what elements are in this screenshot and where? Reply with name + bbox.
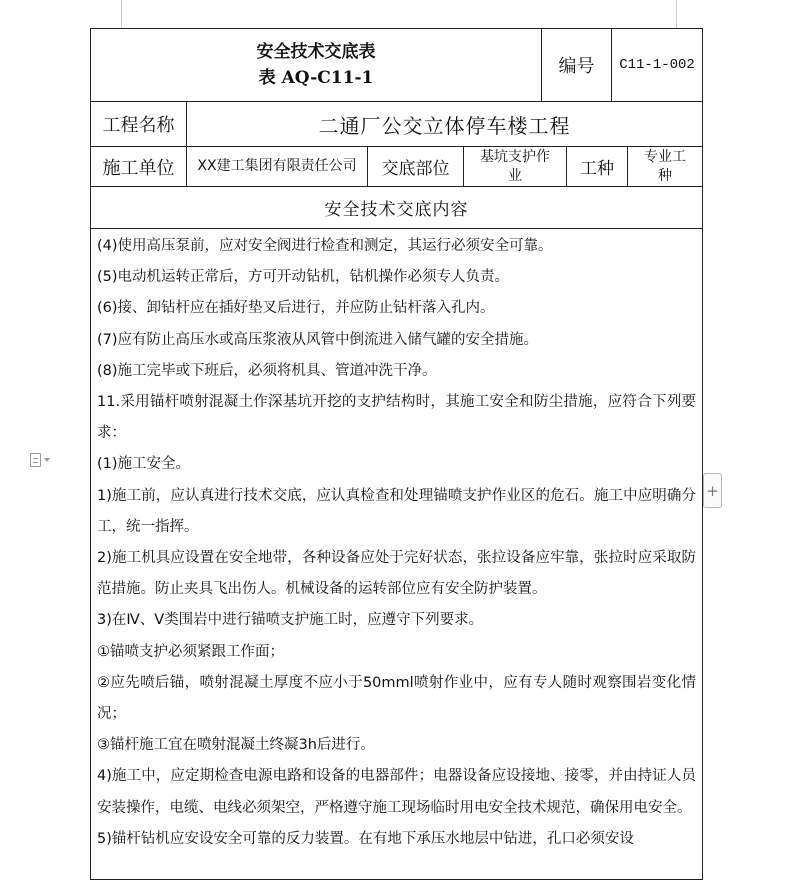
content-line: 2)施工机具应设置在安全地带，各种设备应处于完好状态，张拉设备应牢靠，张拉时应采取防范措施。防止夹具飞出伤人。机械设备的运转部位应有安全防护装置。 (97, 550, 696, 598)
number-label: 编号 (542, 29, 612, 101)
margin-guide-right (676, 0, 677, 28)
briefing-part-value: 基坑支护作业 (464, 147, 567, 186)
construction-unit-label: 施工单位 (91, 147, 187, 186)
document-icon (30, 453, 41, 467)
content-line: (4)使用高压泵前，应对安全阀进行检查和测定，其运行必须安全可靠。 (97, 238, 553, 254)
construction-unit-value: XX建工集团有限责任公司 (187, 147, 368, 186)
content-line: 3)在Ⅳ、Ⅴ类围岩中进行锚喷支护施工时，应遵守下列要求。 (97, 612, 484, 629)
project-name-value: 二通厂公交立体停车楼工程 (318, 113, 571, 138)
unit-row (91, 147, 702, 187)
content-line: 4)施工中，应定期检查电源电路和设备的电器部件；电器设备应设接地、接零，并由持证人员安装操作，电缆、电线必须架空，严格遵守施工现场临时用电安全技术规范，确保用电安全。 (97, 768, 696, 816)
content-line: (8)施工完毕或下班后，必须将机具、管道冲洗干净。 (97, 362, 437, 379)
add-row-button[interactable] (703, 473, 722, 508)
content-line: (1)施工安全。 (97, 456, 191, 473)
project-name-label: 工程名称 (91, 102, 187, 146)
content-line: ①锚喷支护必须紧跟工作面； (97, 643, 284, 660)
briefing-part-label: 交底部位 (368, 147, 464, 186)
briefing-content (91, 229, 702, 855)
document-title: 安全技术交底表 (256, 42, 376, 62)
form-code: 表 AQ-C11-1 (258, 68, 374, 88)
trade-label: 工种 (567, 147, 628, 186)
plus-icon: + (706, 481, 719, 500)
content-line: (7)应有防止高压水或高压浆液从风管中倒流进入储气罐的安全措施。 (97, 331, 539, 348)
number-value: C11-1-002 (619, 57, 695, 73)
content-line: (5)电动机运转正常后，方可开动钻机，钻机操作必须专人负责。 (97, 269, 510, 286)
section-row (91, 187, 702, 229)
section-title: 安全技术交底内容 (324, 200, 469, 220)
project-row (91, 102, 702, 147)
content-line: ③锚杆施工宜在喷射混凝土终凝3h后进行。 (97, 737, 375, 754)
content-line: 5)锚杆钻机应安设安全可靠的反力装置。在有地下承压水地层中钻进，孔口必须安设 (97, 830, 634, 847)
content-line: 1)施工前，应认真进行技术交底，应认真检查和处理锚喷支护作业区的危石。施工中应明确分工，统一指挥。 (97, 487, 696, 535)
title-cell (91, 29, 542, 101)
trade-value: 专业工种 (644, 148, 686, 184)
content-line: (6)接、卸钻杆应在插好垫叉后进行，并应防止钻杆落入孔内。 (97, 300, 495, 317)
document-options-button[interactable] (30, 451, 60, 469)
safety-briefing-table (90, 28, 703, 880)
header-row (91, 29, 702, 102)
margin-guide-left (121, 0, 122, 28)
chevron-down-icon (44, 458, 50, 462)
content-line: ②应先喷后锚，喷射混凝土厚度不应小于50mml喷射作业中，应有专人随时观察围岩变化情况； (97, 674, 696, 723)
content-line: 11.采用锚杆喷射混凝土作深基坑开挖的支护结构时，其施工安全和防尘措施，应符合下列要求： (97, 394, 696, 442)
